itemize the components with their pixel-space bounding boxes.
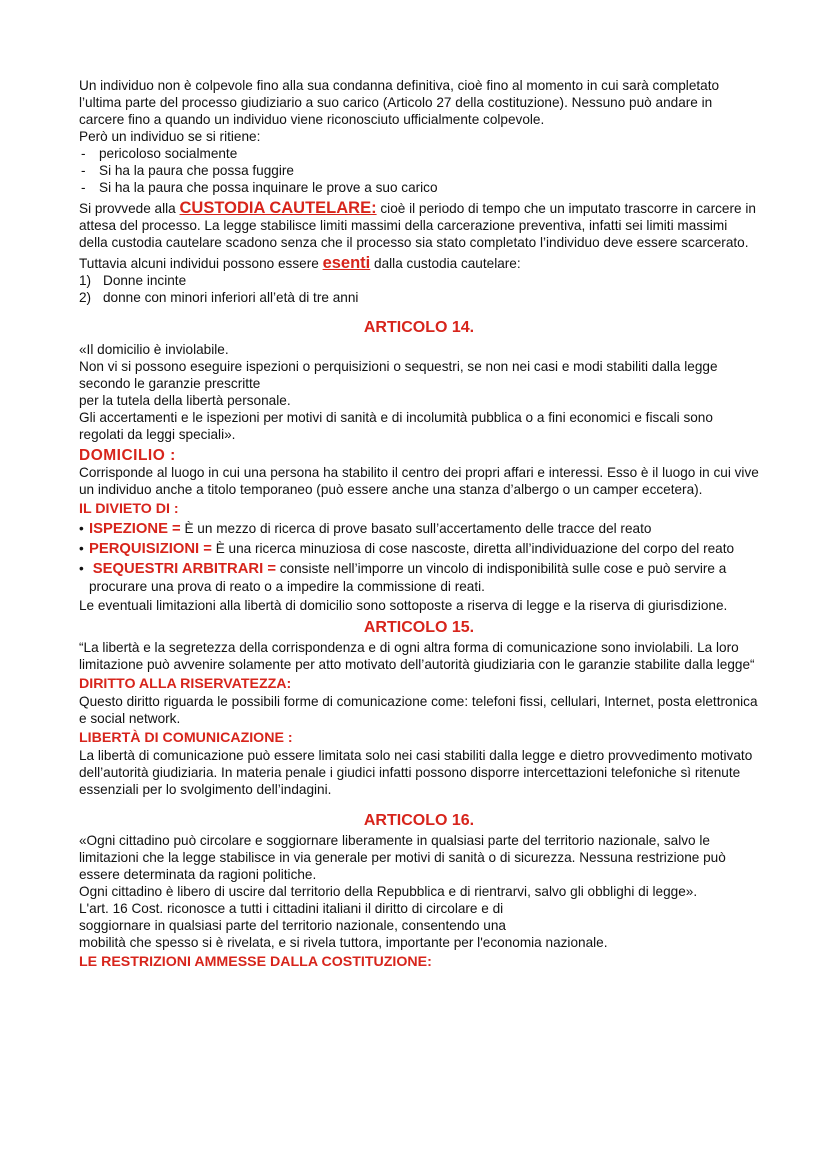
article-14-heading: ARTICOLO 14. bbox=[363, 319, 475, 336]
article-15-heading: ARTICOLO 15. bbox=[363, 619, 475, 636]
esenti-list bbox=[79, 272, 759, 306]
domicilio-closing: Le eventuali limitazioni alla libertà di domicilio sono sottoposte a riserva di legge e la riserva di giurisdizione. bbox=[79, 598, 728, 613]
custodia-term: CUSTODIA CAUTELARE: bbox=[179, 199, 377, 217]
esenti-prefix: Tuttavia alcuni individui possono essere bbox=[79, 256, 323, 271]
list-item bbox=[79, 520, 759, 538]
domicilio-text: Corrisponde al luogo in cui una persona ha stabilito il centro dei propri affari e interessi. Esso è il luogo in cui vive un individuo anche a titolo temporaneo (può essere anche una stanza d’albergo o un camper eccetera). bbox=[79, 465, 759, 497]
divieto-text: consiste nell’imporre un vincolo di indisponibilità sulle cose e può servire a procurare una prova di reato o a impedire la commissione di reati. bbox=[89, 561, 727, 594]
divieto-term: PERQUISIZIONI = bbox=[89, 541, 212, 557]
divieto-term: ISPEZIONE = bbox=[89, 521, 181, 537]
list-item bbox=[79, 540, 759, 558]
article-16-comment-line: L'art. 16 Cost. riconosce a tutti i cittadini italiani il diritto di circolare e di bbox=[79, 901, 504, 916]
riservatezza-text: Questo diritto riguarda le possibili forme di comunicazione come: telefoni fissi, cellulari, Internet, posta elettronica e social network. bbox=[79, 694, 758, 726]
article-15-quote: “La libertà e la segretezza della corrispondenza e di ogni altra forma di comunicazione sono inviolabili. La loro limitazione può avvenire solamente per atto motivato dell’autorità giudiziaria con le garanzie stabilite dalla legge“ bbox=[79, 640, 755, 672]
divieto-text: È un mezzo di ricerca di prove basato sull’accertamento delle tracce del reato bbox=[180, 521, 652, 536]
document-body bbox=[79, 77, 759, 971]
article-14-quote-line: per la tutela della libertà personale. bbox=[79, 393, 291, 408]
article-14-quote-line: «Il domicilio è inviolabile. bbox=[79, 342, 229, 357]
esenti-suffix: dalla custodia cautelare: bbox=[370, 256, 521, 271]
article-16-quote: «Ogni cittadino può circolare e soggiornare liberamente in qualsiasi parte del territorio nazionale, salvo le limitazioni che la legge stabilisce in via generale per motivi di sanità o di sicurezza. Nessuna restrizione può essere determinata da ragioni politiche. bbox=[79, 833, 726, 882]
article-14-quote-line: Gli accertamenti e le ispezioni per motivi di sanità e di incolumità pubblica o a fini economici e fiscali sono regolati da leggi speciali». bbox=[79, 410, 713, 442]
divieti-list bbox=[79, 520, 759, 595]
list-number: 1) bbox=[79, 273, 92, 288]
custodia-prefix: Si provvede alla bbox=[79, 201, 180, 216]
list-item: - Si ha la paura che possa fuggire bbox=[79, 162, 759, 179]
intro-paragraph: Un individuo non è colpevole fino alla sua condanna definitiva, cioè fino al momento in cui sarà completato l’ultima parte del processo giudiziario a suo carico (Articolo 27 della costituzione). Nessuno può andare in carcere fino a quando un individuo viene riconosciuto ufficialmente colpevole. bbox=[79, 78, 720, 127]
custodia-text: cioè il periodo di tempo che un imputato trascorre in carcere in attesa del processo. La legge stabilisce limiti massimi della carcerazione preventiva, infatti sei limiti massimi della custodia cautelare scadono senza che il processo sia stato completato l’individuo deve essere scarcerato. bbox=[79, 201, 756, 250]
comunicazione-title: LIBERTÀ DI COMUNICAZIONE : bbox=[79, 730, 293, 746]
condition-list bbox=[79, 145, 759, 196]
esenti-paragraph bbox=[79, 255, 759, 272]
list-text: donne con minori inferiori all’età di tre anni bbox=[103, 290, 359, 305]
list-number: 2) bbox=[79, 290, 92, 305]
article-14-quote-line: Non vi si possono eseguire ispezioni o perquisizioni o sequestri, se non nei casi e modi stabiliti dalla legge secondo le garanzie prescritte bbox=[79, 359, 718, 391]
article-16-comment-line: mobilità che spesso si è rivelata, e si rivela tuttora, importante per l'economia nazionale. bbox=[79, 935, 608, 950]
divieto-text: È una ricerca minuziosa di cose nascoste, diretta all’individuazione del corpo del reato bbox=[211, 541, 735, 556]
riservatezza-title: DIRITTO ALLA RISERVATEZZA: bbox=[79, 676, 292, 692]
list-item bbox=[79, 272, 759, 289]
list-item bbox=[79, 289, 759, 306]
list-item bbox=[79, 560, 759, 595]
article-16-comment-line: soggiornare in qualsiasi parte del territorio nazionale, consentendo una bbox=[79, 918, 506, 933]
domicilio-title: DOMICILIO : bbox=[79, 447, 176, 464]
divieto-term: SEQUESTRI ARBITRARI = bbox=[92, 561, 276, 577]
intro-condition-lead: Però un individuo se si ritiene: bbox=[79, 129, 261, 144]
list-text: Donne incinte bbox=[103, 273, 187, 288]
article-16-quote: Ogni cittadino è libero di uscire dal territorio della Repubblica e di rientrarvi, salvo gli obblighi di legge». bbox=[79, 884, 698, 899]
list-item: - pericoloso socialmente bbox=[79, 145, 759, 162]
esenti-term: esenti bbox=[322, 254, 371, 272]
custodia-paragraph bbox=[79, 200, 759, 251]
comunicazione-text: La libertà di comunicazione può essere limitata solo nei casi stabiliti dalla legge e dietro provvedimento motivato dell’autorità giudiziaria. In materia penale i giudici infatti possono disporre intercettazioni telefoniche sì ritenute essenziali per lo svolgimento dell’indagini. bbox=[79, 748, 753, 797]
article-16-heading: ARTICOLO 16. bbox=[363, 812, 475, 829]
restrizioni-title: LE RESTRIZIONI AMMESSE DALLA COSTITUZIONE: bbox=[79, 954, 432, 970]
divieto-title: IL DIVIETO DI : bbox=[79, 501, 179, 517]
list-item: - Si ha la paura che possa inquinare le prove a suo carico bbox=[79, 179, 759, 196]
